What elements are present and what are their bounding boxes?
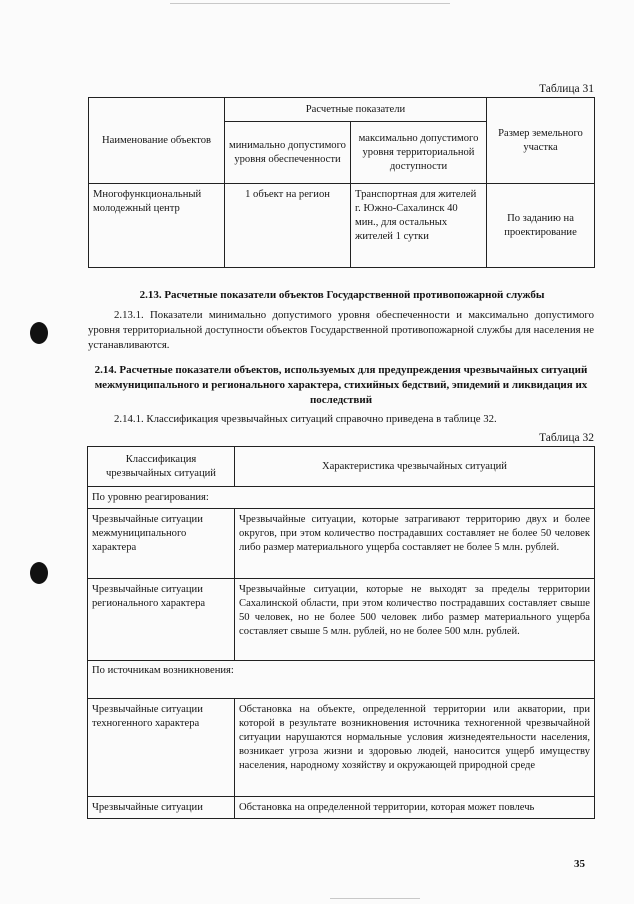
table-header-cell: Характеристика чрезвычайных ситуаций [235,447,595,487]
table-header-cell: минимально допустимого уровня обеспеченности [225,122,351,184]
table-group-cell: По источникам возникновения: [88,661,595,699]
table-cell: Чрезвычайные ситуации регионального характера [88,579,235,661]
table-cell: Чрезвычайные ситуации, которые не выходят за пределы территории Сахалинской области, при этом количество пострадавших составляет свыше 50 человек, но не более 500 человек либо размер материального ущерба составляет свыше 5 млн. рублей, но не более 500 млн. рублей. [235,579,595,661]
punch-hole-mark [30,562,48,584]
table-row [88,579,595,661]
scan-edge-line [330,898,420,899]
table-row [88,487,595,509]
section-heading: 2.13. Расчетные показатели объектов Государственной противопожарной службы [139,289,545,301]
scan-edge-line [170,3,450,4]
table-cell: Обстановка на объекте, определенной территории или акватории, при которой в результате возникновения источника техногенной чрезвычайной ситуации нарушаются нормальные условия жизнедеятельности населения, возникает угроза жизни и здоровью людей, наносится ущерб имуществу населения, народному хозяйству и окружающей природной среде [235,699,595,797]
table-cell: Транспортная для жителей г. Южно-Сахалинск 40 мин., для остальных жителей 1 сутки [351,184,487,268]
table-group-cell: По уровню реагирования: [88,487,595,509]
table-caption: Таблица 32 [539,432,594,444]
table-header-cell: максимально допустимого уровня территориальной доступности [351,122,487,184]
table-cell: По заданию на проектирование [487,184,595,268]
table-caption: Таблица 31 [539,83,594,95]
table-row [88,699,595,797]
table-31 [88,97,595,268]
table-row [89,184,595,268]
table-32 [87,446,595,819]
table-cell: Чрезвычайные ситуации, которые затрагивают территорию двух и более округов, при этом количество пострадавших составляет не более 50 человек либо размер материального ущерба составляет не более 5 млн. рублей. [235,509,595,579]
table-header-cell: Наименование объектов [89,98,225,184]
table-cell: Чрезвычайные ситуации [88,797,235,819]
table-cell: Обстановка на определенной территории, которая может повлечь [235,797,595,819]
table-row [88,797,595,819]
table-cell: Чрезвычайные ситуации межмуниципального характера [88,509,235,579]
table-header-cell: Расчетные показатели [225,98,487,122]
table-cell: Чрезвычайные ситуации техногенного характера [88,699,235,797]
table-header-cell: Классификация чрезвычайных ситуаций [88,447,235,487]
punch-hole-mark [30,322,48,344]
table-header-cell: Размер земельного участка [487,98,595,184]
table-cell: Многофункциональный молодежный центр [89,184,225,268]
section-heading: 2.14. Расчетные показатели объектов, используемых для предупреждения чрезвычайных ситуаций межмуниципального и регионального характера, стихийных бедствий, эпидемий и ликвидация их последствий [94,364,588,406]
table-row [88,509,595,579]
page-number: 35 [574,858,585,870]
paragraph: 2.14.1. Классификация чрезвычайных ситуаций справочно приведена в таблице 32. [114,413,497,425]
paragraph: 2.13.1. Показатели минимально допустимого уровня обеспеченности и максимально допустимого уровня территориальной доступности объектов Государственной противопожарной службы для населения не устанавливаются. [88,309,594,351]
table-cell: 1 объект на регион [225,184,351,268]
table-row [88,661,595,699]
